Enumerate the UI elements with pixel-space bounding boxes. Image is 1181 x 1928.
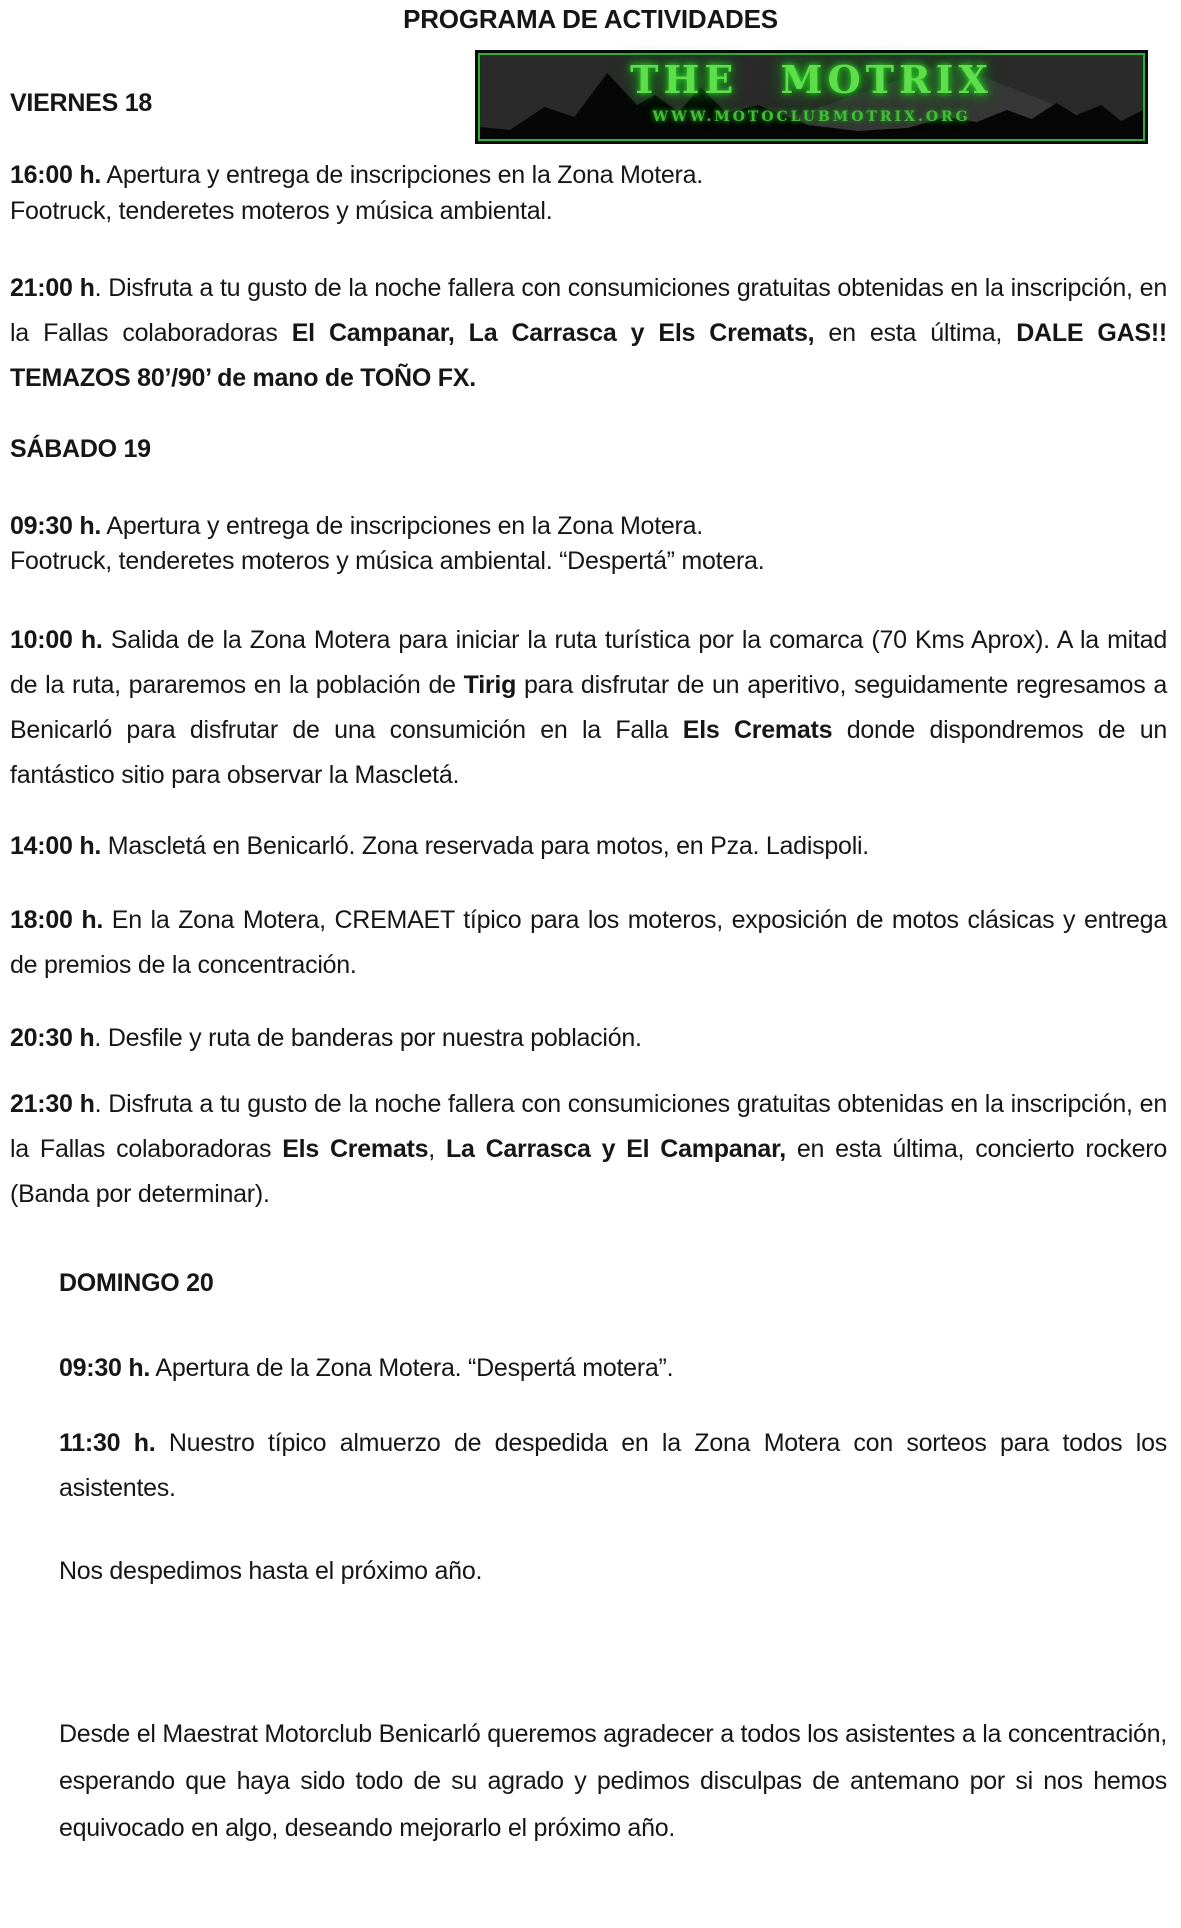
event-time: 21:30 h — [10, 1090, 95, 1118]
event-viernes-1600 — [10, 157, 1167, 193]
event-time: 11:30 h. — [59, 1429, 156, 1457]
falla-name: Els Cremats — [282, 1135, 429, 1163]
event-text: , — [428, 1135, 446, 1163]
logo-website: WWW.MOTOCLUBMOTRIX.ORG — [652, 109, 971, 125]
event-sabado-0930-cont: Footruck, tenderetes moteros y música ambiental. “Despertá” motera. — [10, 547, 765, 575]
event-time: 20:30 h — [10, 1024, 95, 1052]
event-sabado-2030 — [10, 1020, 1167, 1056]
event-text: . Disfruta a tu gusto de la noche fallera con consumiciones gratuitas obtenidas en la inscripción, en la Fallas colaboradoras — [10, 274, 1167, 347]
event-sabado-1800 — [10, 898, 1167, 988]
event-text: para disfrutar de un aperitivo, seguidamente regresamos a Benicarló para disfrutar de una consumición en la Falla — [10, 671, 1167, 744]
day-heading-viernes: VIERNES 18 — [10, 89, 153, 117]
event-viernes-2100 — [10, 266, 1167, 401]
event-text: donde dispondremos de un fantástico sitio para observar la Mascletá. — [10, 716, 1167, 789]
event-sabado-2130 — [10, 1082, 1167, 1217]
falla-name: Els Cremats — [682, 716, 833, 744]
event-time: 18:00 h. — [10, 906, 104, 934]
event-time: 10:00 h. — [10, 626, 103, 654]
event-time: 16:00 h. — [10, 161, 102, 189]
event-text: en esta última, concierto rockero (Banda por determinar). — [10, 1135, 1167, 1208]
event-sabado-1400 — [10, 828, 1167, 864]
event-time: 09:30 h. — [10, 512, 102, 540]
fallas-names: La Carrasca y El Campanar, — [445, 1135, 786, 1163]
event-text: Nuestro típico almuerzo de despedida en la Zona Motera con sorteos para todos los asistentes. — [59, 1429, 1167, 1502]
town-name: Tirig — [463, 671, 517, 699]
motoclub-logo-banner — [478, 53, 1145, 141]
page-title: PROGRAMA DE ACTIVIDADES — [403, 4, 778, 34]
event-time: 09:30 h. — [59, 1354, 151, 1382]
logo-text-group — [480, 58, 1143, 125]
event-viernes-1600-cont: Footruck, tenderetes moteros y música ambiental. — [10, 197, 553, 225]
event-text: Apertura y entrega de inscripciones en la Zona Motera. — [101, 161, 703, 189]
event-text: Apertura y entrega de inscripciones en la Zona Motera. — [101, 512, 703, 540]
day-heading-sabado: SÁBADO 19 — [10, 435, 151, 463]
event-time: 21:00 h — [10, 274, 95, 302]
logo-title: THE MOTRIX — [630, 57, 993, 102]
dj-announcement: DALE GAS!! TEMAZOS 80’/90’ de mano de TOÑO FX. — [10, 319, 1168, 392]
event-text: Apertura de la Zona Motera. “Despertá motera”. — [150, 1354, 674, 1382]
event-time: 14:00 h. — [10, 832, 102, 860]
event-sabado-0930 — [10, 508, 1167, 544]
day-heading-domingo: DOMINGO 20 — [59, 1269, 214, 1297]
closing-paragraph: Desde el Maestrat Motorclub Benicarló queremos agradecer a todos los asistentes a la concentración, esperando que haya sido todo de su agrado y pedimos disculpas de antemano por si nos hemos equivocado en algo, deseando mejorarlo el próximo año. — [59, 1720, 1167, 1842]
event-text: Mascletá en Benicarló. Zona reservada para motos, en Pza. Ladispoli. — [101, 832, 870, 860]
event-sabado-1000 — [10, 618, 1167, 798]
event-text: . Desfile y ruta de banderas por nuestra población. — [94, 1024, 642, 1052]
event-text: . Disfruta a tu gusto de la noche fallera con consumiciones gratuitas obtenidas en la inscripción, en la Fallas colaboradoras — [10, 1090, 1167, 1163]
event-domingo-0930 — [59, 1350, 1167, 1386]
farewell-line: Nos despedimos hasta el próximo año. — [59, 1557, 483, 1585]
event-text: en esta última, — [814, 319, 1017, 347]
event-domingo-1130 — [59, 1421, 1167, 1511]
event-text: Salida de la Zona Motera para iniciar la ruta turística por la comarca (70 Kms Aprox). A la mitad de la ruta, pararemos en la población de — [10, 626, 1167, 699]
fallas-names: El Campanar, La Carrasca y Els Cremats, — [291, 319, 815, 347]
event-text: En la Zona Motera, CREMAET típico para los moteros, exposición de motos clásicas y entrega de premios de la concentración. — [10, 906, 1167, 979]
